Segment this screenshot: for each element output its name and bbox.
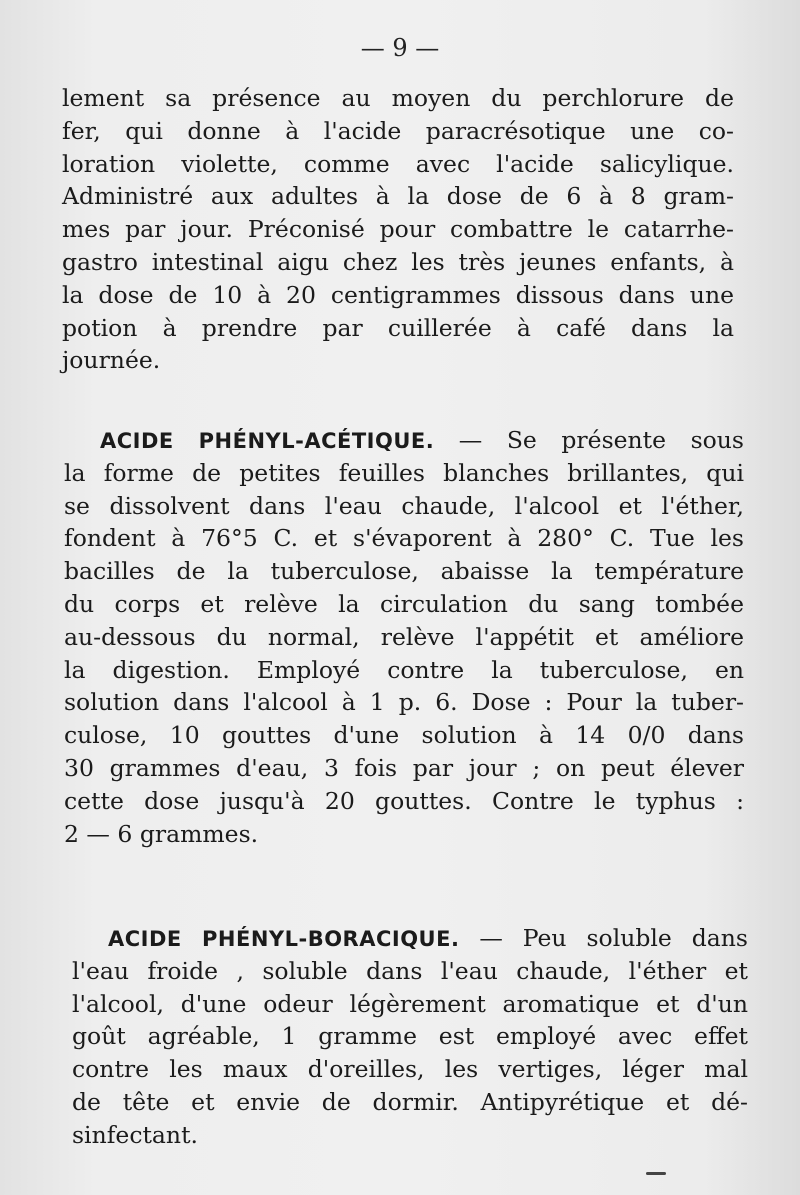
- text-line: 30 grammes d'eau, 3 fois par jour ; on peut élever: [64, 753, 744, 782]
- entry-acide-phenyl-acetique: [64, 424, 744, 850]
- page-number: — 9 —: [360, 34, 440, 62]
- text-line: Administré aux adultes à la dose de 6 à 8 gram-: [62, 182, 734, 211]
- text-line: la dose de 10 à 20 centigrammes dissous dans une: [62, 280, 734, 309]
- entry-first-line-text: — Se présente sous: [434, 426, 744, 454]
- text-line: fondent à 76°5 C. et s'évaporent à 280° C. Tue les: [64, 524, 744, 553]
- text-line: journée.: [62, 346, 161, 375]
- entry-heading: ACIDE PHÉNYL-BORACIQUE.: [108, 927, 460, 951]
- text-line: solution dans l'alcool à 1 p. 6. Dose : Pour la tuber-: [64, 688, 744, 717]
- text-line: la digestion. Employé contre la tuberculose, en: [64, 655, 744, 684]
- text-line: l'alcool, d'une odeur légèrement aromatique et d'un: [72, 989, 748, 1018]
- text-line: goût agréable, 1 gramme est employé avec effet: [72, 1022, 748, 1051]
- text-line: mes par jour. Préconisé pour combattre le catarrhe-: [62, 215, 734, 244]
- text-line: de tête et envie de dormir. Antipyrétique et dé-: [72, 1087, 748, 1116]
- text-line: fer, qui donne à l'acide paracrésotique une co-: [62, 116, 734, 145]
- text-line: culose, 10 gouttes d'une solution à 14 0/0 dans: [64, 721, 744, 750]
- entry-first-line: [64, 424, 744, 457]
- text-line: sinfectant.: [72, 1120, 198, 1149]
- entry-first-line-text: — Peu soluble dans: [459, 924, 748, 952]
- ink-speck: [646, 1172, 666, 1175]
- text-line: potion à prendre par cuillerée à café dans la: [62, 313, 734, 342]
- text-line: la forme de petites feuilles blanches brillantes, qui: [64, 458, 744, 487]
- entry-heading: ACIDE PHÉNYL-ACÉTIQUE.: [100, 429, 435, 453]
- text-line: loration violette, comme avec l'acide salicylique.: [62, 149, 734, 178]
- text-line: se dissolvent dans l'eau chaude, l'alcool et l'éther,: [64, 491, 744, 520]
- paragraph-paracresotic-continuation: [62, 82, 734, 377]
- text-line: l'eau froide , soluble dans l'eau chaude, l'éther et: [72, 956, 748, 985]
- text-line: bacilles de la tuberculose, abaisse la température: [64, 557, 744, 586]
- entry-first-line: [72, 922, 748, 955]
- entry-acide-phenyl-boracique: [72, 922, 748, 1152]
- text-line: 2 — 6 grammes.: [64, 819, 259, 848]
- text-line: contre les maux d'oreilles, les vertiges, léger mal: [72, 1055, 748, 1084]
- text-line: gastro intestinal aigu chez les très jeunes enfants, à: [62, 247, 734, 276]
- text-line: lement sa présence au moyen du perchlorure de: [62, 84, 734, 112]
- text-line: au-dessous du normal, relève l'appétit et améliore: [64, 622, 744, 651]
- text-line: du corps et relève la circulation du sang tombée: [64, 589, 744, 618]
- text-line: cette dose jusqu'à 20 gouttes. Contre le typhus :: [64, 786, 744, 815]
